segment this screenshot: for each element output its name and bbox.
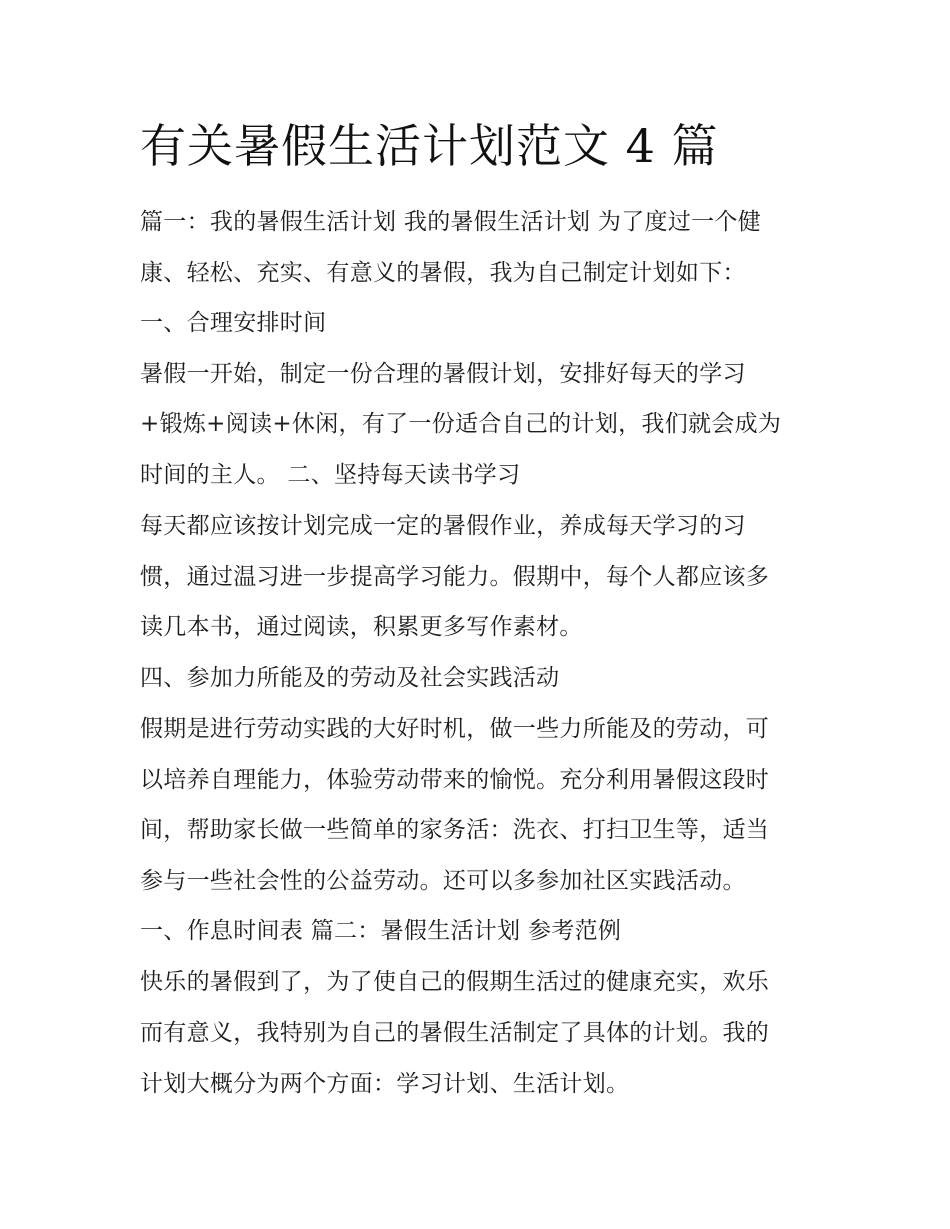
text-line: 快乐的暑假到了，为了使自己的假期生活过的健康充实，欢乐	[140, 969, 770, 995]
section-heading: 一、合理安排时间	[140, 310, 327, 336]
text-line: 以培养自理能力，体验劳动带来的愉悦。充分利用暑假这段时	[140, 767, 770, 793]
text-line: 计划大概分为两个方面：学习计划、生活计划。	[140, 1071, 630, 1097]
section-heading: 一、作息时间表 篇二：暑假生活计划 参考范例	[140, 918, 622, 944]
text-line: 读几本书，通过阅读，积累更多写作素材。	[140, 614, 583, 640]
text-line: 篇一：我的暑假生活计划 我的暑假生活计划 为了度过一个健	[140, 209, 762, 235]
text-line: 康、轻松、充实、有意义的暑假，我为自己制定计划如下：	[140, 260, 746, 286]
section-heading: 四、参加力所能及的劳动及社会实践活动	[140, 665, 560, 691]
text-line: 每天都应该按计划完成一定的暑假作业，养成每天学习的习	[140, 513, 746, 539]
text-line: 参与一些社会性的公益劳动。还可以多参加社区实践活动。	[140, 868, 746, 894]
text-line: +锻炼+阅读+休闲，有了一份适合自己的计划，我们就会成为	[140, 411, 782, 437]
text-line: 间，帮助家长做一些简单的家务活：洗衣、打扫卫生等，适当	[140, 817, 770, 843]
text-line: 暑假一开始，制定一份合理的暑假计划，安排好每天的学习	[140, 361, 746, 387]
text-line: 假期是进行劳动实践的大好时机，做一些力所能及的劳动，可	[140, 716, 770, 742]
text-line: 惯，通过温习进一步提高学习能力。假期中，每个人都应该多	[140, 564, 770, 590]
text-line: 而有意义，我特别为自己的暑假生活制定了具体的计划。我的	[140, 1020, 770, 1046]
text-line: 时间的主人。 二、坚持每天读书学习	[140, 462, 521, 488]
document-title: 有关暑假生活计划范文 4 篇	[140, 119, 719, 173]
